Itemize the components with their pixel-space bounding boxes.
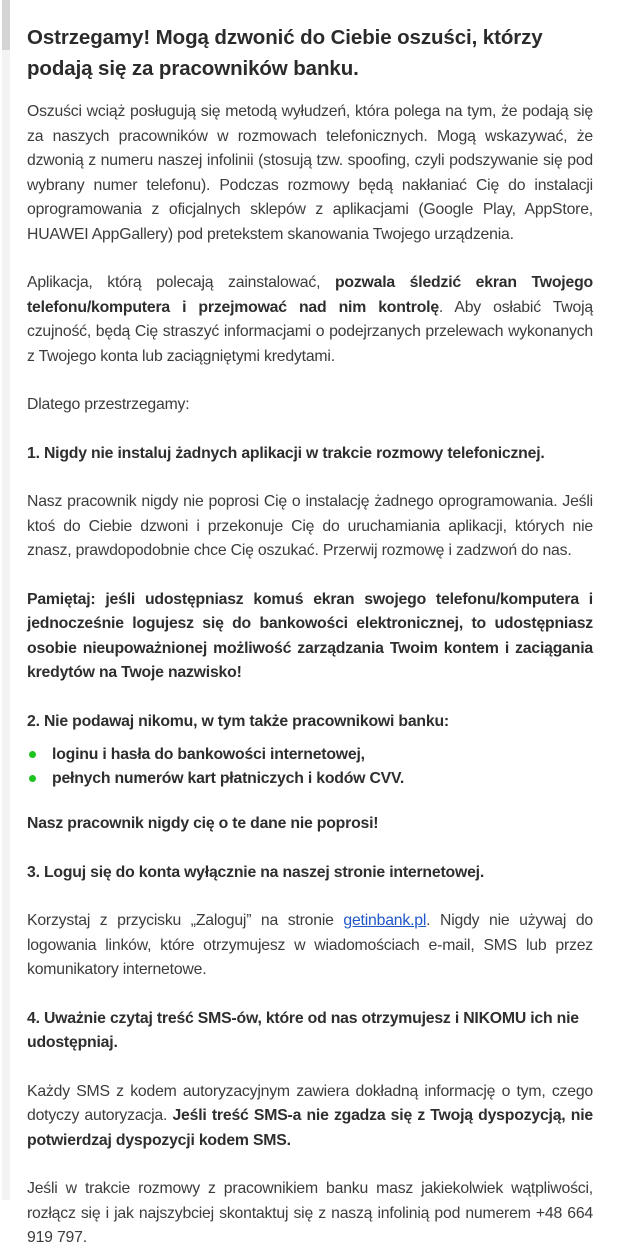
getinbank-link[interactable]: getinbank.pl <box>343 912 427 929</box>
closing-paragraph: Jeśli w trakcie rozmowy z pracownikiem banku masz jakiekolwiek wątpliwości, rozłącz się i jak najszybciej skontaktuj się z naszą infolinią pod numerem +48 664 919 797. <box>27 1180 593 1246</box>
app-warning-paragraph <box>27 271 593 369</box>
app-warning-bold: pozwala śledzić ekran Twojego telefonu/komputera i przejmować nad nim kontrolę <box>27 274 593 316</box>
bullet-icon <box>29 751 36 758</box>
scrollbar-thumb[interactable] <box>2 0 10 50</box>
rule-3-heading: 3. Loguj się do konta wyłącznie na naszej stronie internetowej. <box>27 863 485 881</box>
rule-3-text-start: Korzystaj z przycisku „Zaloguj” na stronie <box>27 912 344 929</box>
app-warning-text-end: . Aby osłabić Twoją czujność, będą Cię straszyć informacjami o podejrzanych przelewach wykonanych z Twojego konta lub zaciągniętymi kredytami. <box>27 298 593 365</box>
rule-4-heading: 4. Uważnie czytaj treść SMS-ów, które od nas otrzymujesz i NIKOMU ich nie udostępniaj. <box>27 1009 579 1051</box>
rule-4-text-start: Każdy SMS z kodem autoryzacyjnym zawiera dokładną informację o tym, czego dotyczy autoryzacja. <box>27 1082 593 1124</box>
app-warning-text-start: Aplikacja, którą polecają zainstalować, <box>27 274 335 291</box>
rule-4-body <box>27 1080 593 1154</box>
rule-2-list <box>27 743 593 791</box>
therefore-text: Dlatego przestrzegamy: <box>27 396 190 413</box>
list-item <box>27 743 593 767</box>
remember-paragraph <box>27 588 593 686</box>
remember-bold: Pamiętaj: jeśli udostępniasz komuś ekran swojego telefonu/komputera i jednocześnie logujesz się do bankowości elektronicznej, to udostępniasz osobie nieupoważnionej możliwość zarządzania Twoim kontem i zaciągania kredytów na Twoje nazwisko! <box>27 590 593 681</box>
bullet-icon <box>29 775 36 782</box>
list-item-text: pełnych numerów kart płatniczych i kodów CVV. <box>52 770 405 787</box>
rule-1-heading: 1. Nigdy nie instaluj żadnych aplikacji w trakcie rozmowy telefonicznej. <box>27 444 545 462</box>
article-content <box>27 22 593 1251</box>
list-item-text: loginu i hasła do bankowości internetowej, <box>52 746 365 763</box>
rule-2-note: Nasz pracownik nigdy cię o te dane nie poprosi! <box>27 815 379 832</box>
scrollbar-track[interactable] <box>2 0 10 1200</box>
rule-2-heading: 2. Nie podawaj nikomu, w tym także pracownikowi banku: <box>27 712 449 730</box>
rule-3-body <box>27 909 593 983</box>
list-item <box>27 767 593 791</box>
rule-4-bold: Jeśli treść SMS-a nie zgadza się z Twoją dyspozycją, nie potwierdzaj dyspozycji kodem SMS. <box>27 1107 593 1149</box>
rule-3-text-end: . Nigdy nie używaj do logowania linków, które otrzymujesz w wiadomościach e-mail, SMS lub przez komunikatory internetowe. <box>27 912 593 978</box>
page-title: Ostrzegamy! Mogą dzwonić do Ciebie oszuści, którzy podają się za pracowników banku. <box>27 26 543 80</box>
intro-paragraph: Oszuści wciąż posługują się metodą wyłudzeń, która polega na tym, że podają się za naszych pracowników w rozmowach telefonicznych. Mogą wskazywać, że dzwonią z numeru naszej infolinii (stosują tzw. spoofing, czyli podszywanie się pod wybrany numer telefonu). Podczas rozmowy będą nakłaniać Cię do instalacji oprogramowania z oficjalnych sklepów z aplikacjami (Google Play, AppStore, HUAWEI AppGallery) pod pretekstem skanowania Twojego urządzenia. <box>27 103 593 243</box>
rule-1-body: Nasz pracownik nigdy nie poprosi Cię o instalację żadnego oprogramowania. Jeśli ktoś do Ciebie dzwoni i przekonuje Cię do uruchamiania aplikacji, których nie znasz, prawdopodobnie chce Cię oszukać. Przerwij rozmowę i zadzwoń do nas. <box>27 493 593 559</box>
